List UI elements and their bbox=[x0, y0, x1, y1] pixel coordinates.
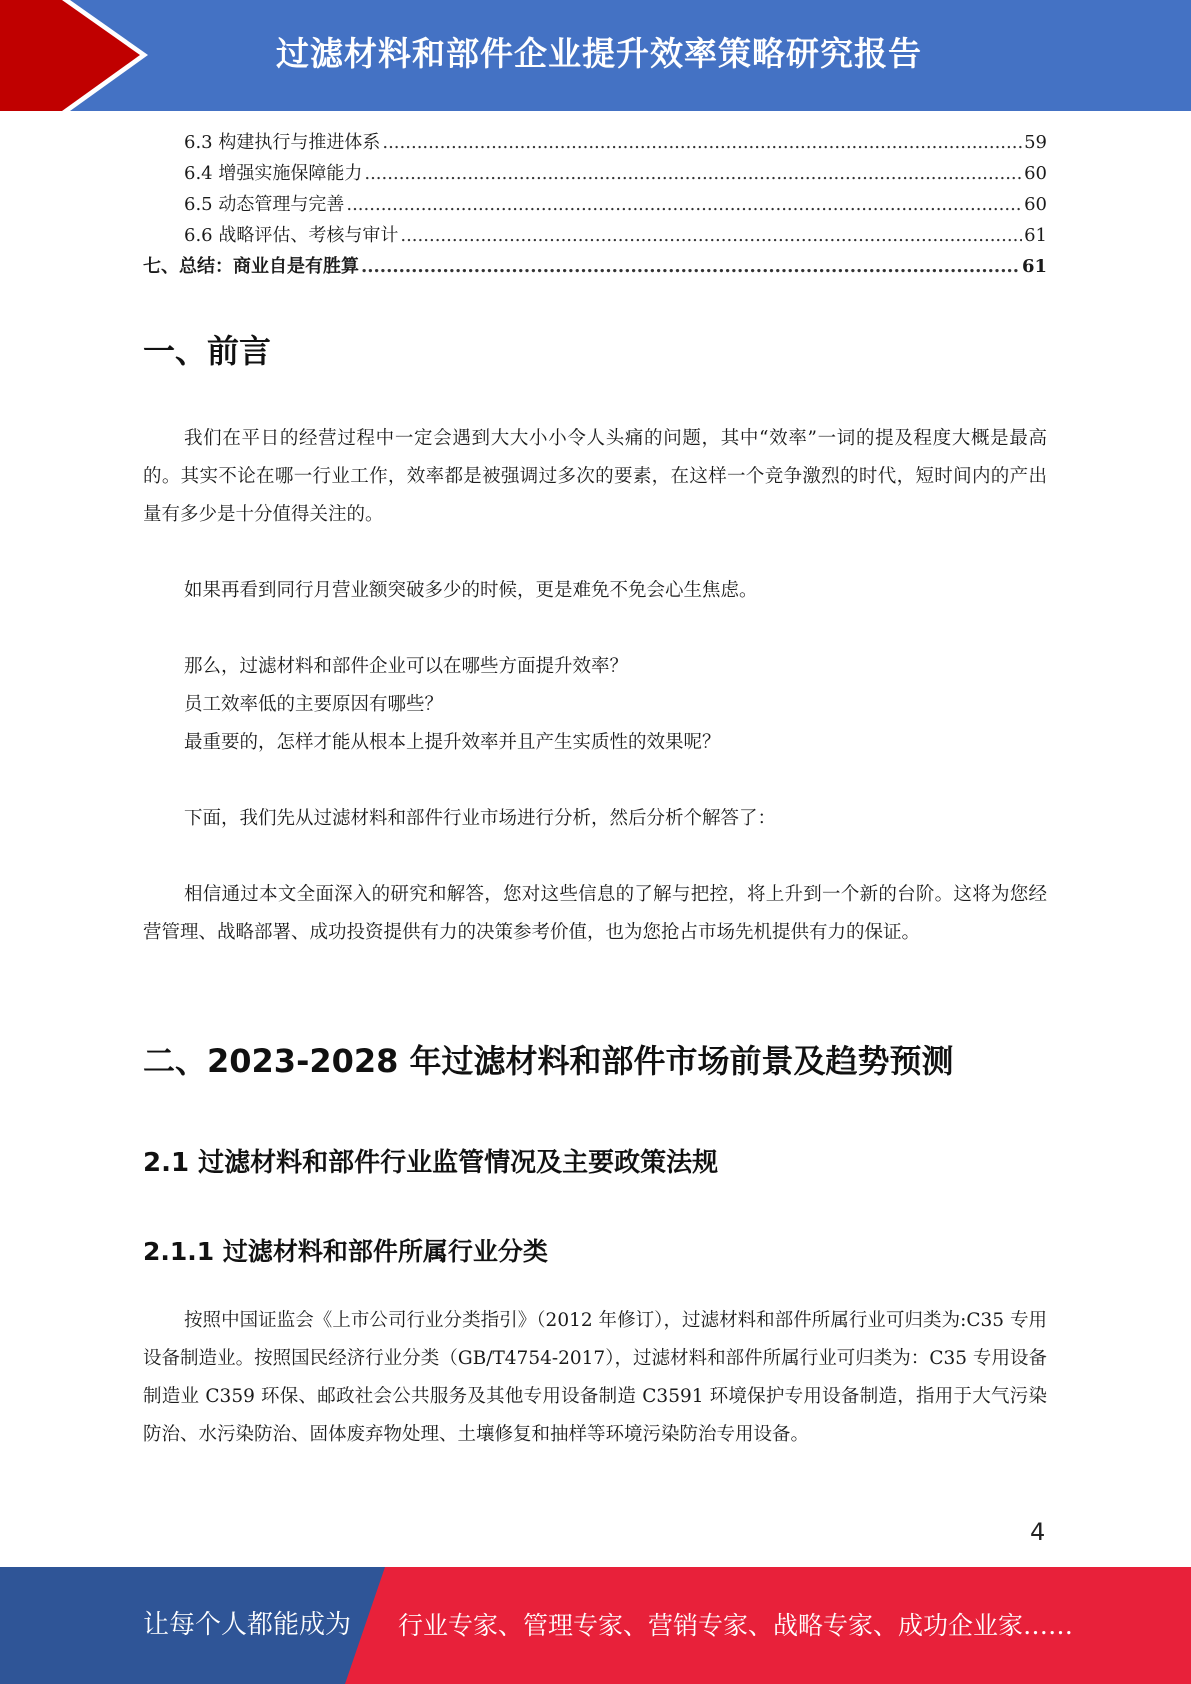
preface-question-1: 那么，过滤材料和部件企业可以在哪些方面提升效率？ bbox=[184, 656, 629, 677]
toc-entry[interactable] bbox=[143, 128, 1047, 159]
toc-entry-page: 59 bbox=[1024, 132, 1047, 153]
page-number: 4 bbox=[1030, 1518, 1046, 1546]
subsection-heading-2-1: 2.1 过滤材料和部件行业监管情况及主要政策法规 bbox=[143, 1148, 719, 1178]
toc-entry-page: 60 bbox=[1024, 163, 1047, 184]
preface-question-2: 员工效率低的主要原因有哪些？ bbox=[184, 694, 444, 715]
toc-entry-label: 七、总结：商业自是有胜算 bbox=[143, 256, 359, 277]
toc-entry-page: 61 bbox=[1021, 256, 1047, 277]
section-heading-preface: 一、前言 bbox=[143, 332, 272, 370]
preface-paragraph-4: 相信通过本文全面深入的研究和解答，您对这些信息的了解与把控，将上升到一个新的台阶。这将为您经营管理、战略部署、成功投资提供有力的决策参考价值，也为您抢占市场先机提供有力的保证。 bbox=[143, 884, 1047, 943]
preface-question-3: 最重要的，怎样才能从根本上提升效率并且产生实质性的效果呢？ bbox=[184, 732, 721, 753]
table-of-contents bbox=[143, 128, 1047, 283]
report-title: 过滤材料和部件企业提升效率策略研究报告 bbox=[276, 34, 922, 73]
footer-banner bbox=[0, 1567, 1191, 1684]
toc-entry[interactable] bbox=[143, 252, 1047, 283]
toc-entry-label: 6.3 构建执行与推进体系 bbox=[184, 132, 381, 153]
toc-entry[interactable] bbox=[143, 159, 1047, 190]
red-chevron-decoration bbox=[0, 0, 150, 111]
toc-leader-dots bbox=[346, 194, 1022, 215]
toc-entry-page: 60 bbox=[1024, 194, 1047, 215]
toc-entry-label: 6.5 动态管理与完善 bbox=[184, 194, 345, 215]
preface-paragraph-2: 如果再看到同行月营业额突破多少的时候，更是难免不免会心生焦虑。 bbox=[184, 580, 758, 601]
preface-paragraph-1: 我们在平日的经营过程中一定会遇到大大小小令人头痛的问题，其中“效率”一词的提及程度大概是最高的。其实不论在哪一行业工作，效率都是被强调过多次的要素，在这样一个竞争激烈的时代，短时间内的产出量有多少是十分值得关注的。 bbox=[143, 428, 1047, 525]
toc-leader-dots bbox=[361, 256, 1020, 277]
industry-classification-paragraph: 按照中国证监会《上市公司行业分类指引》（2012 年修订），过滤材料和部件所属行业可归类为:C35 专用设备制造业。按照国民经济行业分类（GB/T4754-2017），过滤材料和部件所属行业可归类为：C35 专用设备制造业 C359 环保、邮政社会公共服务及其他专用设备制造 C3591 环境保护专用设备制造，指用于大气污染防治、水污染防治、固体废弃物处理、土壤修复和抽样等环境污染防治专用设备。 bbox=[143, 1310, 1047, 1445]
toc-leader-dots bbox=[364, 163, 1022, 184]
subsection-heading-2-1-1: 2.1.1 过滤材料和部件所属行业分类 bbox=[143, 1237, 548, 1266]
toc-entry[interactable] bbox=[143, 190, 1047, 221]
toc-entry-page: 61 bbox=[1024, 225, 1047, 246]
preface-paragraph-3: 下面，我们先从过滤材料和部件行业市场进行分析，然后分析个解答了： bbox=[184, 808, 777, 829]
section-heading-market-outlook: 二、2023-2028 年过滤材料和部件市场前景及趋势预测 bbox=[143, 1042, 954, 1080]
toc-entry-label: 6.6 战略评估、考核与审计 bbox=[184, 225, 399, 246]
footer-slogan-left: 让每个人都能成为 bbox=[143, 1610, 352, 1640]
header-banner bbox=[0, 0, 1191, 111]
footer-slogan-right: 行业专家、管理专家、营销专家、战略专家、成功企业家…… bbox=[398, 1611, 1074, 1640]
toc-leader-dots bbox=[382, 132, 1022, 153]
toc-entry-label: 6.4 增强实施保障能力 bbox=[184, 163, 363, 184]
toc-entry[interactable] bbox=[143, 221, 1047, 252]
toc-leader-dots bbox=[400, 225, 1022, 246]
